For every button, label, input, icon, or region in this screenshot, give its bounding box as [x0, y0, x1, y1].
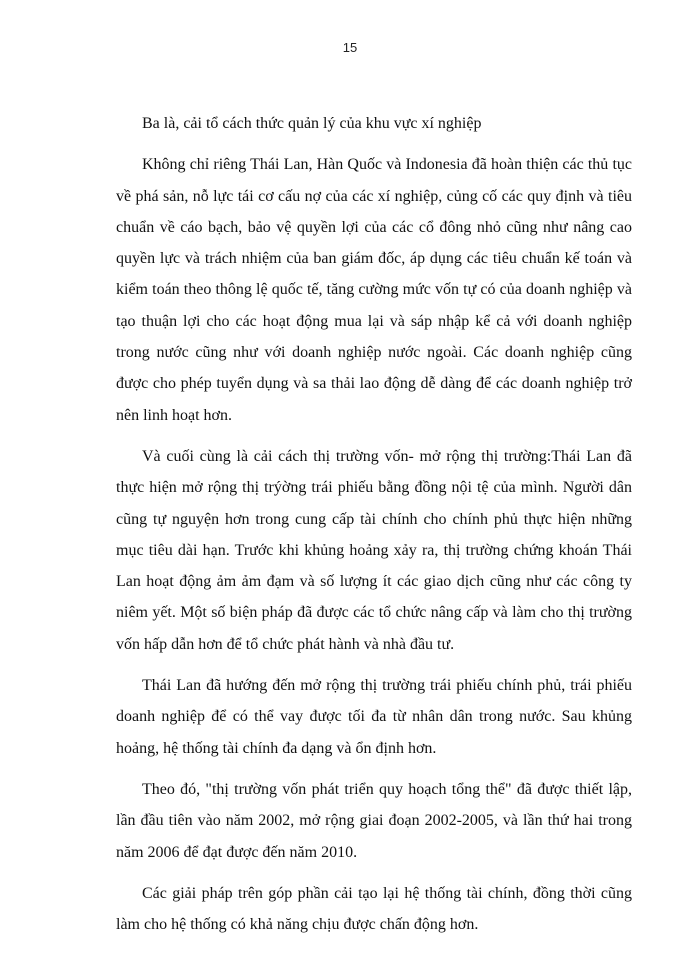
paragraph-bond-market: Thái Lan đã hướng đến mở rộng thị trường trái phiếu chính phủ, trái phiếu doanh nghiệp để có thể vay được tối đa từ nhân dân trong nước. Sau khủng hoảng, hệ thống tài chính đa dạng và ổn định hơn. — [116, 677, 632, 757]
paragraph-conclusion: Các giải pháp trên góp phần cải tạo lại hệ thống tài chính, đồng thời cũng làm cho hệ thống có khả năng chịu được chấn động hơn. — [116, 884, 632, 934]
paragraph-enterprise-reform: Không chỉ riêng Thái Lan, Hàn Quốc và Indonesia đã hoàn thiện các thủ tục về phá sản, nỗ lực tái cơ cấu nợ của các xí nghiệp, củng cố các quy định và tiêu chuẩn về cáo bạch, bảo vệ quyền lợi của các cổ đông nhỏ cũng như nâng cao quyền lực và trách nhiệm của ban giám đốc, áp dụng các tiêu chuẩn kế toán và kiểm toán theo thông lệ quốc tế, tăng cường mức vốn tự có của doanh nghiệp và tạo thuận lợi cho các hoạt động mua lại và sáp nhập kể cả với doanh nghiệp trong nước cũng như với doanh nghiệp nước ngoài. Các doanh nghiệp cũng được cho phép tuyển dụng và sa thải lao động dễ dàng để các doanh nghiệp trở nên linh hoạt hơn. — [116, 156, 632, 424]
document-body — [116, 108, 632, 940]
paragraph-master-plan: Theo đó, "thị trường vốn phát triển quy hoạch tổng thể" đã được thiết lập, lần đầu tiên vào năm 2002, mở rộng giai đoạn 2002-2005, và lần thứ hai trong năm 2006 để đạt được đến năm 2010. — [116, 780, 632, 861]
paragraph-capital-market-reform: Và cuối cùng là cải cách thị trường vốn- mở rộng thị trường:Thái Lan đã thực hiện mở rộng thị trýờng trái phiếu bằng đồng nội tệ của mình. Người dân cũng tự nguyện hơn trong cung cấp tài chính cho chính phủ thực hiện những mục tiêu dài hạn. Trước khi khủng hoảng xảy ra, thị trường chứng khoán Thái Lan hoạt động ảm ảm đạm và số lượng ít các giao dịch cũng như các công ty niêm yết. Một số biện pháp đã được các tổ chức nâng cấp và làm cho thị trường vốn hấp dẫn hơn để tổ chức phát hành và nhà đầu tư. — [116, 447, 632, 653]
page-number: 15 — [342, 40, 358, 55]
paragraph-section-heading: Ba là, cải tổ cách thức quản lý của khu vực xí nghiệp — [142, 115, 482, 132]
